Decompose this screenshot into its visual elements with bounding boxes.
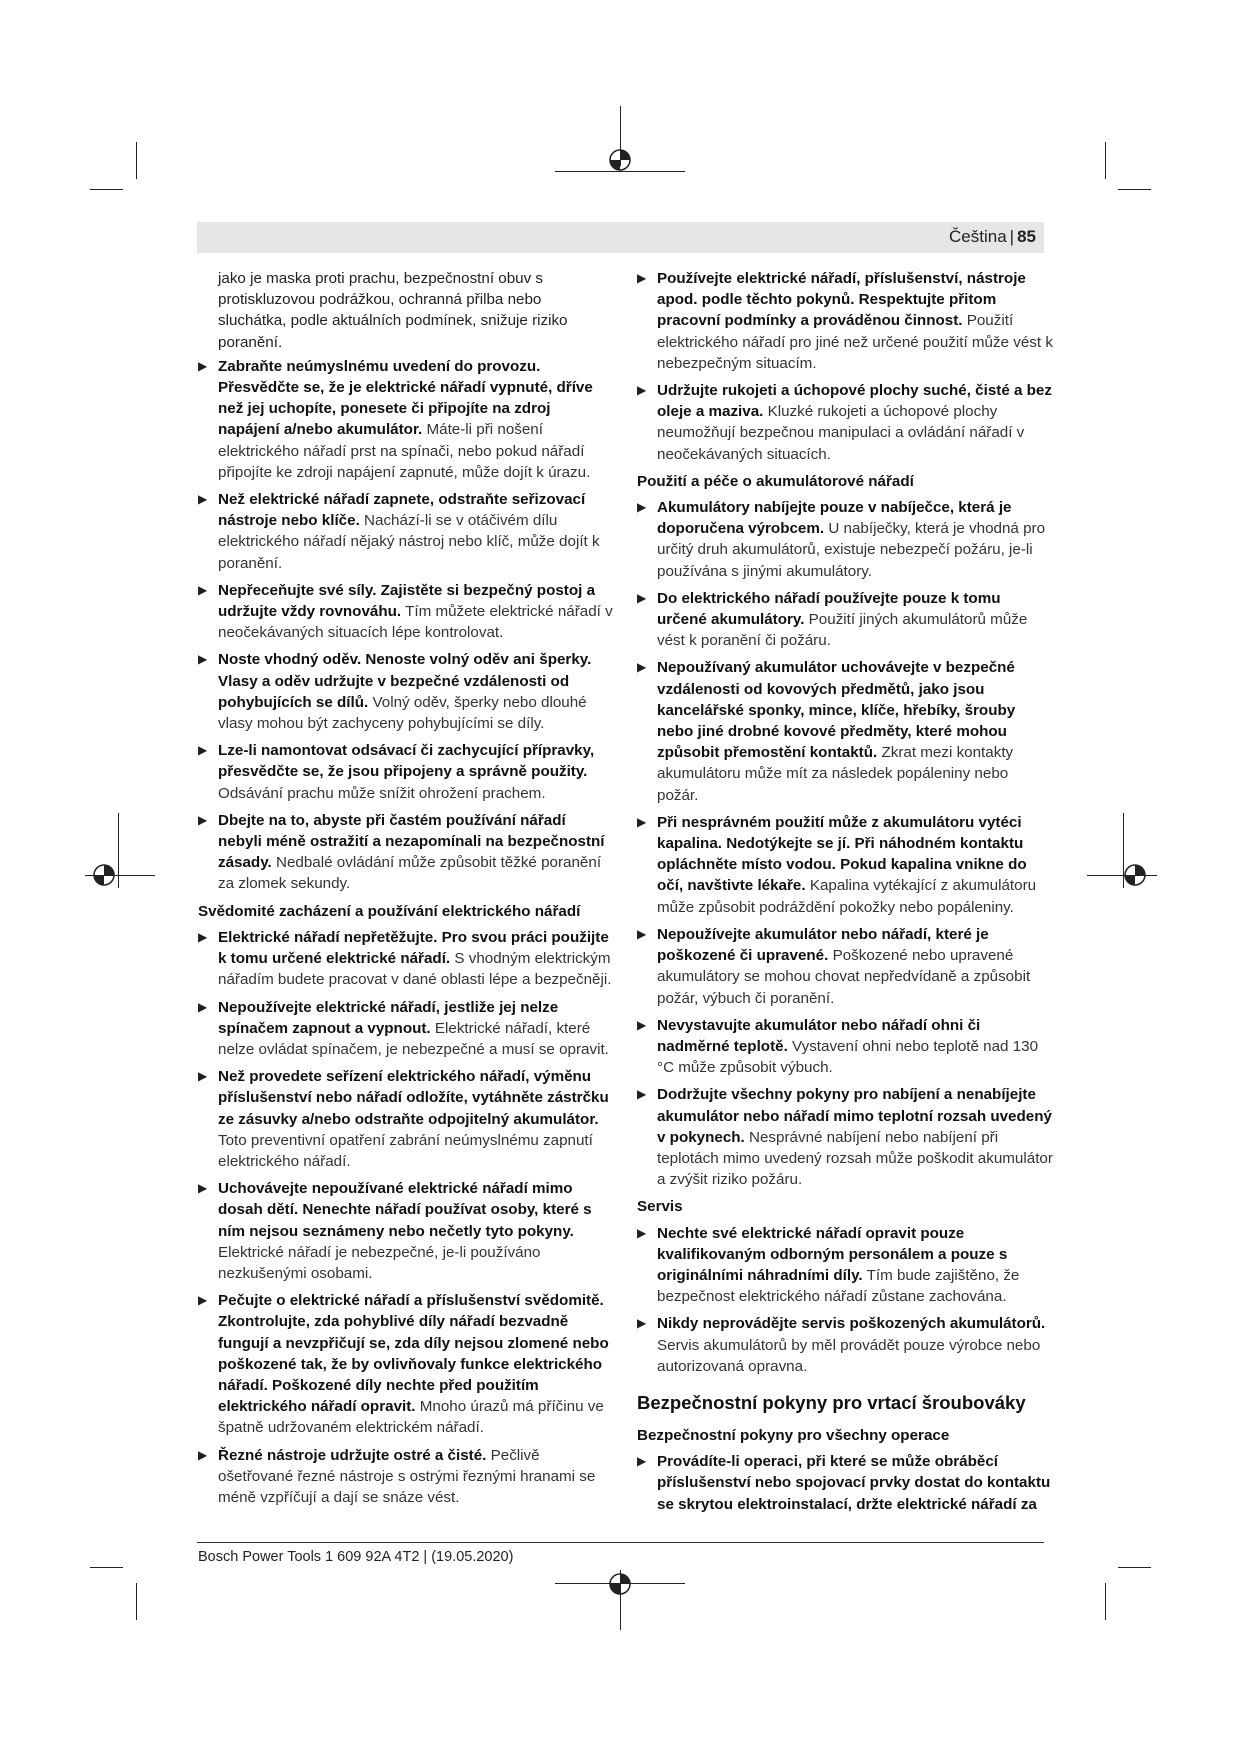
crop-mark (1105, 142, 1106, 179)
item-bold: Lze-li namontovat odsávací či zachycující přípravky, přesvědčte se, že jsou připojeny a správně použity. (218, 742, 595, 781)
bullet-arrow-icon: ▶ (637, 500, 647, 515)
item-bold: Elektrické nářadí nepřetěžujte. Pro svou práci použijte k tomu určené elektrické nářadí. (218, 928, 609, 968)
safety-item (198, 997, 613, 1061)
bullet-arrow-icon: ▶ (198, 1181, 208, 1196)
registration-target-icon (1121, 861, 1149, 889)
safety-item (637, 380, 1053, 465)
safety-item (198, 810, 613, 895)
item-text: Mnoho úrazů má příčinu ve špatně udržovaném elektrickém nářadí. (218, 1398, 604, 1437)
safety-item (637, 1313, 1053, 1377)
crop-mark (136, 142, 137, 179)
safety-item (198, 1178, 613, 1284)
safety-item (637, 1223, 1053, 1308)
item-text: U nabíječky, která je vhodná pro určitý druh akumulátorů, existuje nebezpečí požáru, je-li používána s jinými akumulátory. (657, 520, 1046, 580)
item-text: Vystavení ohni nebo teplotě nad 130 °C může způsobit výbuch. (657, 1037, 1039, 1077)
chapter-heading: Bezpečnostní pokyny pro vrtací šroubováky (637, 1391, 1026, 1413)
safety-item (637, 268, 1053, 374)
crop-mark (118, 813, 119, 888)
safety-item (198, 740, 613, 804)
crop-mark (1118, 189, 1151, 190)
item-bold: Řezné nástroje udržujte ostré a čisté. (218, 1446, 487, 1464)
item-text: Zkrat mezi kontakty akumulátoru může mít za následek popáleniny nebo požár. (657, 744, 1014, 804)
item-bold: Nevystavujte akumulátor nebo nářadí ohni či nadměrné teplotě. (657, 1016, 981, 1055)
crop-mark (90, 1567, 123, 1568)
item-text: Máte-li při nošení elektrického nářadí prst na spínači, nebo pokud nářadí připojíte ke zdroji napájení zapnuté, může dojít k úrazu. (218, 421, 591, 481)
item-bold: Nepřeceňujte své síly. Zajistěte si bezpečný postoj a udržujte vždy rovnováhu. (218, 581, 596, 621)
item-bold: Udržujte rukojeti a úchopové plochy suché, čisté a bez oleje a maziva. (657, 382, 1052, 421)
safety-item (637, 1451, 1053, 1515)
safety-item (637, 588, 1053, 652)
item-text: Poškozené nebo upravené akumulátory se mohou chovat nepředvídaně a způsobit požár, výbuch či poranění. (657, 947, 1031, 1007)
item-bold: Než provedete seřízení elektrického nářadí, výměnu příslušenství nebo nářadí odložíte, vytáhněte zástrčku ze zásuvky a/nebo odstraňte odpojitelný akumulátor. (218, 1068, 609, 1128)
crop-mark (1105, 1583, 1106, 1620)
item-bold: Při nesprávném použití může z akumulátoru vytéci kapalina. Nedotýkejte se jí. Při náhodném kontaktu opláchněte místo vodou. Pokud kapalina vnikne do očí, navštivte lékaře. (657, 813, 1027, 895)
item-bold: Nechte své elektrické nářadí opravit pouze kvalifikovaným odborným personálem a pouze s originálními náhradními díly. (657, 1224, 1008, 1284)
safety-item (637, 1084, 1053, 1190)
crop-mark (1118, 1567, 1151, 1568)
registration-target-icon (606, 1570, 634, 1598)
item-text: Použití elektrického nářadí pro jiné než určené použití může vést k nebezpečným situacím. (657, 312, 1053, 372)
item-bold: Nepoužívaný akumulátor uchovávejte v bezpečné vzdálenosti od kovových předmětů, jako jsou kancelářské sponky, mince, klíče, hřebíky, šrouby nebo jiné drobné kovové předměty, které mohou způsobit přemostění kontaktů. (657, 659, 1016, 762)
item-text: Volný oděv, šperky nebo dlouhé vlasy mohou být zachyceny pohybujícími se díly. (218, 693, 587, 733)
bullet-arrow-icon: ▶ (198, 652, 208, 667)
item-text: Odsávání prachu může snížit ohrožení prachem. (218, 784, 546, 802)
item-bold: Noste vhodný oděv. Nenoste volný oděv ani šperky. Vlasy a oděv udržujte v bezpečné vzdálenosti od pohybujících se dílů. (218, 651, 592, 711)
item-bold: Nepoužívejte akumulátor nebo nářadí, které je poškozené či upravené. (657, 925, 989, 965)
registration-target-icon (90, 861, 118, 889)
bullet-arrow-icon: ▶ (637, 1087, 647, 1102)
bullet-arrow-icon: ▶ (198, 1293, 208, 1308)
item-bold: Do elektrického nářadí používejte pouze k tomu určené akumulátory. (657, 589, 1001, 629)
right-column (637, 268, 1053, 1521)
item-text: Elektrické nářadí, které nelze ovládat spínačem, je nebezpečné a musí se opravit. (218, 1019, 609, 1058)
item-bold: Zabraňte neúmyslnému uvedení do provozu. Přesvědčte se, že je elektrické nářadí vypnuté, dříve než jej uchopíte, ponesete či připojíte na zdroj napájení a/nebo akumulátor. (218, 357, 593, 439)
item-bold: Než elektrické nářadí zapnete, odstraňte seřizovací nástroje nebo klíče. (218, 491, 586, 530)
safety-item (198, 1290, 613, 1438)
bullet-arrow-icon: ▶ (637, 590, 647, 605)
page-number: 85 (1017, 227, 1036, 246)
bullet-arrow-icon: ▶ (637, 1225, 647, 1240)
section-heading: Bezpečnostní pokyny pro všechny operace (637, 1426, 950, 1444)
section-heading: Použití a péče o akumulátorové nářadí (637, 472, 914, 490)
bullet-arrow-icon: ▶ (637, 383, 647, 398)
crop-mark (90, 189, 123, 190)
left-column (198, 268, 613, 1514)
section-heading: Svědomité zacházení a používání elektrického nářadí (198, 902, 581, 920)
bullet-arrow-icon: ▶ (198, 492, 208, 507)
header-label: Čeština | 85 (949, 227, 1036, 246)
item-text: Toto preventivní opatření zabrání neúmyslnému zapnutí elektrického nářadí. (218, 1131, 593, 1170)
safety-item (637, 657, 1053, 805)
section-heading: Servis (637, 1198, 683, 1216)
bullet-arrow-icon: ▶ (637, 926, 647, 941)
safety-item (637, 812, 1053, 918)
page-header (197, 222, 1044, 253)
bullet-arrow-icon: ▶ (198, 743, 208, 758)
safety-item (637, 924, 1053, 1009)
bullet-arrow-icon: ▶ (198, 358, 208, 373)
bullet-arrow-icon: ▶ (637, 1017, 647, 1032)
item-bold: Používejte elektrické nářadí, příslušenství, nástroje apod. podle těchto pokynů. Respektujte přitom pracovní podmínky a prováděnou činnost. (657, 270, 1026, 330)
bullet-arrow-icon: ▶ (637, 814, 647, 829)
item-bold: Nikdy neprovádějte servis poškozených akumulátorů. (657, 1315, 1046, 1333)
bullet-arrow-icon: ▶ (198, 999, 208, 1014)
safety-item (198, 489, 613, 574)
item-bold: Dbejte na to, abyste při častém používání nářadí nebyli méně ostražití a nezapomínali na bezpečnostní zásady. (218, 811, 605, 872)
item-bold: Dodržujte všechny pokyny pro nabíjení a nenabíjejte akumulátor nebo nářadí mimo teplotní rozsah uvedený v pokynech. (657, 1086, 1052, 1146)
bullet-arrow-icon: ▶ (198, 582, 208, 597)
item-bold: Nepoužívejte elektrické nářadí, jestliže jej nelze spínačem zapnout a vypnout. (218, 998, 559, 1037)
item-text: Tím můžete elektrické nářadí v neočekávaných situacích lépe kontrolovat. (218, 603, 613, 642)
item-text: S vhodným elektrickým nářadím budete pracovat v dané oblasti lépe a bezpečněji. (218, 950, 612, 989)
bullet-arrow-icon: ▶ (637, 271, 647, 285)
item-bold: Provádíte-li operaci, při které se může obráběcí příslušenství nebo spojovací prvky dostat do kontaktu se skrytou elektroinstalací, držte elektrické nářadí za (657, 1453, 1051, 1513)
safety-item (198, 580, 613, 644)
item-text: Nachází-li se v otáčivém dílu elektrického nářadí nějaký nástroj nebo klíč, může dojít k poranění. (218, 512, 600, 572)
bullet-arrow-icon: ▶ (198, 1069, 208, 1084)
intro-paragraph: jako je maska proti prachu, bezpečnostní obuv s protiskluzovou podrážkou, ochranná přilba nebo sluchátka, podle aktuálních podmínek, snižuje riziko poranění. (218, 270, 568, 351)
safety-item (198, 1066, 613, 1172)
item-bold: Akumulátory nabíjejte pouze v nabíječce, která je doporučena výrobcem. (657, 499, 1012, 538)
bullet-arrow-icon: ▶ (637, 660, 647, 675)
registration-target-icon (606, 146, 634, 174)
safety-item (198, 927, 613, 991)
item-text: Servis akumulátorů by měl provádět pouze výrobce nebo autorizovaná opravna. (657, 1336, 1041, 1375)
bullet-arrow-icon: ▶ (637, 1316, 647, 1331)
header-language: Čeština (949, 227, 1007, 246)
safety-item (198, 649, 613, 734)
safety-item (198, 356, 613, 483)
item-text: Použití jiných akumulátorů může vést k poranění či požáru. (657, 611, 1028, 650)
item-text: Tím bude zajištěno, že bezpečnost elektrického nářadí zůstane zachována. (657, 1266, 1020, 1306)
item-bold: Pečujte o elektrické nářadí a příslušenství svědomitě. Zkontrolujte, zda pohyblivé díly nářadí bezvadně fungují a nevzpřičují se, zda díly nejsou zlomené nebo poškozené tak, že by ovlivňovaly funkce elektrického nářadí. Poškozené díly nechte před použitím elektrického nářadí opravit. (218, 1292, 609, 1416)
item-text: Nedbalé ovládání může způsobit těžké poranění za zlomek sekundy. (218, 854, 602, 893)
safety-item (637, 497, 1053, 582)
item-text: Kapalina vytékající z akumulátoru může způsobit podráždění pokožky nebo popáleniny. (657, 877, 1037, 916)
bullet-arrow-icon: ▶ (198, 812, 208, 827)
bullet-arrow-icon: ▶ (198, 1447, 208, 1462)
bullet-arrow-icon: ▶ (198, 929, 208, 944)
item-bold: Uchovávejte nepoužívané elektrické nářadí mimo dosah dětí. Nenechte nářadí používat osoby, které s ním nejsou seznámeny nebo nečetly tyto pokyny. (218, 1180, 592, 1240)
footer-text: Bosch Power Tools 1 609 92A 4T2 | (19.05.2020) (198, 1549, 514, 1565)
safety-item (637, 1015, 1053, 1079)
bullet-arrow-icon: ▶ (637, 1454, 647, 1469)
item-text: Pečlivě ošetřované řezné nástroje s ostrými řeznými hranami se méně vzpříčují a dají se snáze vést. (218, 1446, 596, 1506)
safety-item (198, 1445, 613, 1509)
footer-rule (197, 1542, 1044, 1543)
item-text: Kluzké rukojeti a úchopové plochy neumožňují bezpečnou manipulaci a ovládání nářadí v neočekávaných situacích. (657, 403, 1025, 463)
item-text: Nesprávné nabíjení nebo nabíjení při teplotách mimo uvedený rozsah může poškodit akumulátor a zvýšit riziko požáru. (657, 1128, 1053, 1189)
crop-mark (136, 1583, 137, 1620)
item-text: Elektrické nářadí je nebezpečné, je-li používáno nezkušenými osobami. (218, 1243, 541, 1282)
